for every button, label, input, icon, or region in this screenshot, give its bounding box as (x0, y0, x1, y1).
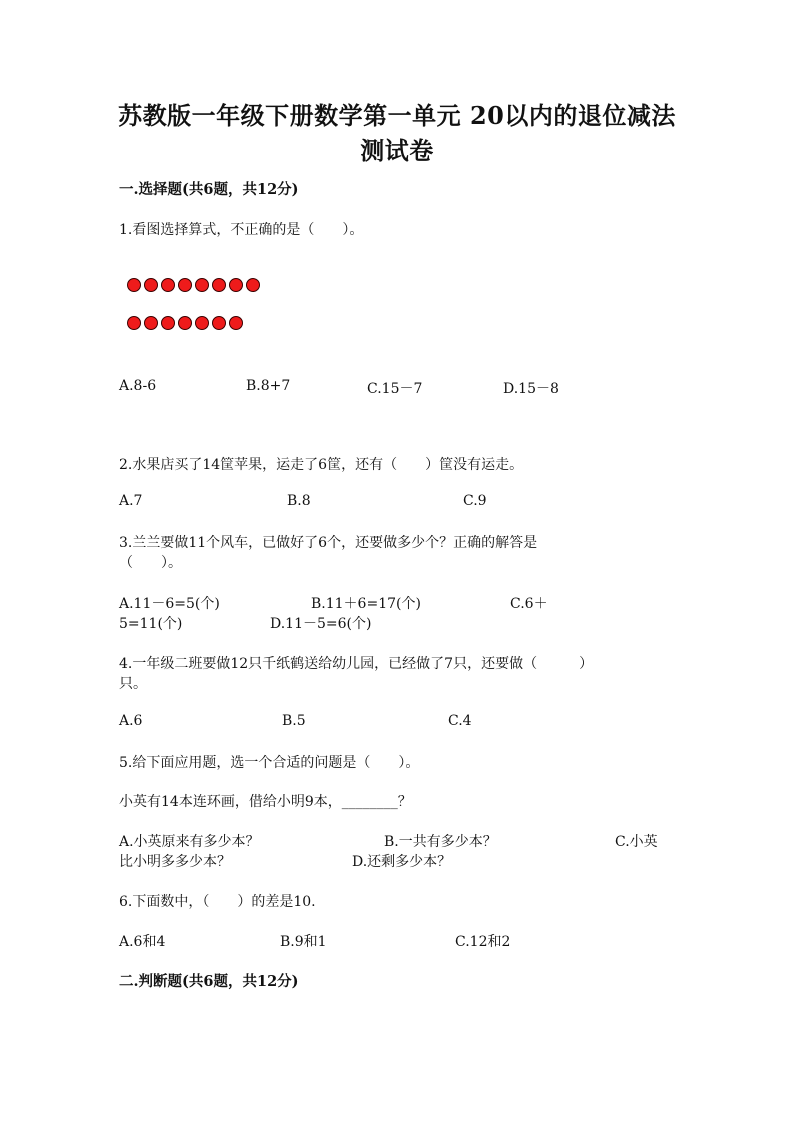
question-2-option-a: A.7 (119, 493, 143, 509)
question-4-option-c: C.4 (448, 713, 472, 729)
question-1-option-a: A.8-6 (119, 378, 157, 394)
question-5-sub: 小英有14本连环画，借给小明9本，________？ (119, 794, 412, 810)
page-title-line2: 测试卷 (360, 136, 434, 165)
question-5-option-c: C.小英 (615, 834, 658, 850)
question-6-option-a: A.6和4 (119, 934, 166, 950)
red-dot (127, 316, 141, 330)
red-dot (144, 278, 158, 292)
red-dot (229, 278, 243, 292)
question-4-stem-line2: 只。 (119, 676, 147, 692)
question-2-option-c: C.9 (463, 493, 487, 509)
red-dot (178, 316, 192, 330)
red-dot (195, 278, 209, 292)
question-1-stem: 1.看图选择算式，不正确的是（ ）。 (119, 222, 364, 238)
question-1-option-c: C.15－7 (367, 381, 423, 397)
question-6-option-c: C.12和2 (455, 934, 511, 950)
question-5-option-b: B.一共有多少本？ (384, 834, 497, 850)
red-dot (144, 316, 158, 330)
red-dot (178, 278, 192, 292)
red-dot (246, 278, 260, 292)
red-dot (161, 316, 175, 330)
question-3-option-d: D.11－5=6(个) (270, 616, 372, 632)
section-heading-choice: 一.选择题(共6题，共12分) (119, 181, 299, 198)
question-1-dot-row-2 (127, 316, 243, 330)
question-5-option-c-cont: 比小明多多少本？ (119, 854, 231, 870)
question-6-stem: 6.下面数中，（ ）的差是10. (119, 894, 316, 910)
page-title-line1: 苏教版一年级下册数学第一单元 20以内的退位减法 (118, 101, 676, 130)
question-3-option-b: B.11＋6=17(个) (311, 596, 421, 612)
question-2-option-b: B.8 (287, 493, 311, 509)
question-1-dot-row-1 (127, 278, 260, 292)
question-3-stem-line1: 3.兰兰要做11个风车，已做好了6个，还要做多少个？正确的解答是 (119, 535, 538, 551)
question-6-option-b: B.9和1 (280, 934, 327, 950)
red-dot (212, 278, 226, 292)
question-4-option-a: A.6 (119, 713, 143, 729)
question-3-stem-line2: （ ）。 (119, 555, 182, 571)
question-5-option-d: D.还剩多少本？ (352, 854, 452, 870)
red-dot (161, 278, 175, 292)
question-1-option-d: D.15－8 (503, 381, 559, 397)
question-1-option-b: B.8+7 (246, 378, 291, 394)
question-2-stem: 2.水果店买了14筐苹果，运走了6筐，还有（ ）筐没有运走。 (119, 457, 524, 473)
section-heading-judgement: 二.判断题(共6题，共12分) (119, 973, 299, 990)
question-5-stem: 5.给下面应用题，选一个合适的问题是（ ）。 (119, 755, 420, 771)
question-3-option-c: C.6＋ (510, 596, 548, 612)
question-4-option-b: B.5 (282, 713, 306, 729)
question-3-option-a: A.11－6=5(个) (119, 596, 220, 612)
red-dot (195, 316, 209, 330)
question-3-option-c-cont: 5=11(个) (119, 616, 183, 632)
red-dot (212, 316, 226, 330)
question-4-stem-line1: 4.一年级二班要做12只千纸鹤送给幼儿园，已经做了7只，还要做（ ） (119, 656, 594, 672)
red-dot (127, 278, 141, 292)
question-5-option-a: A.小英原来有多少本？ (119, 834, 260, 850)
red-dot (229, 316, 243, 330)
